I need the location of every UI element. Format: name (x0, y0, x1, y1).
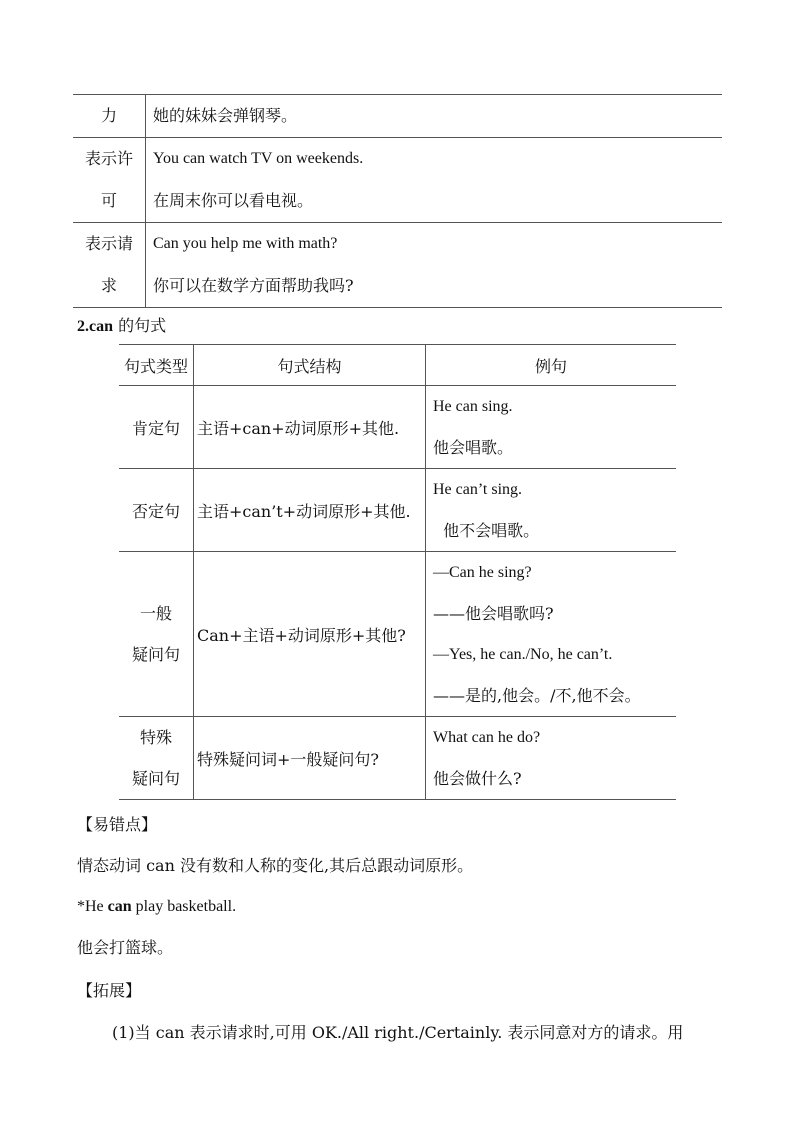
usage-example-cell: Can you help me with math? 你可以在数学方面帮助我吗? (153, 235, 354, 295)
table-row (119, 717, 676, 800)
table-row (119, 386, 676, 469)
pattern-type-cell: 否定句 (119, 469, 194, 552)
section-heading: 2.can 的句式 (77, 316, 167, 335)
column-header: 句式类型 (119, 345, 194, 386)
table-row (73, 138, 722, 223)
pattern-example-cell: —Can he sing? ——他会唱歌吗? —Yes, he can./No, he can’t. ——是的,他会。/不,他不会。 (426, 552, 677, 717)
extension-item: (1)当 can 表示请求时,可用 OK./All right./Certainly. 表示同意对方的请求。用 (112, 1023, 684, 1042)
table-row (119, 469, 676, 552)
pattern-type-cell: 一般 疑问句 (119, 552, 194, 717)
error-point-example: *He can play basketball. (77, 898, 237, 915)
pattern-structure-cell: 主语+can+动词原形+其他. (194, 386, 426, 469)
usage-label-cell: 表示许 可 (73, 138, 146, 223)
pattern-example-cell: He can sing. 他会唱歌。 (426, 386, 677, 469)
usage-example-cell: You can watch TV on weekends. 在周末你可以看电视。 (153, 150, 364, 210)
pattern-structure-cell: 主语+can’t+动词原形+其他. (194, 469, 426, 552)
table-row (73, 95, 722, 138)
usage-label-cell: 表示请 求 (73, 223, 146, 308)
column-header: 句式结构 (194, 345, 426, 386)
table-header-row (119, 345, 676, 386)
usage-label-cell: 力 (73, 95, 146, 138)
error-point-heading: 【易错点】 (77, 815, 158, 834)
pattern-structure-cell: Can+主语+动词原形+其他? (194, 552, 426, 717)
pattern-structure-cell: 特殊疑问词+一般疑问句? (194, 717, 426, 800)
pattern-type-cell: 特殊 疑问句 (119, 717, 194, 800)
column-header: 例句 (426, 345, 677, 386)
pattern-example-cell: He can’t sing. 他不会唱歌。 (426, 469, 677, 552)
pattern-example-cell: What can he do? 他会做什么? (426, 717, 677, 800)
modal-usage-table (73, 94, 722, 308)
error-point-translation: 他会打篮球。 (77, 938, 174, 957)
extension-heading: 【拓展】 (77, 981, 142, 1000)
error-point-body: 情态动词 can 没有数和人称的变化,其后总跟动词原形。 (77, 856, 474, 875)
table-row (73, 223, 722, 308)
table-row (119, 552, 676, 717)
pattern-type-cell: 肯定句 (119, 386, 194, 469)
sentence-pattern-table (119, 344, 676, 800)
usage-example-cell: 她的妹妹会弹钢琴。 (153, 106, 298, 125)
